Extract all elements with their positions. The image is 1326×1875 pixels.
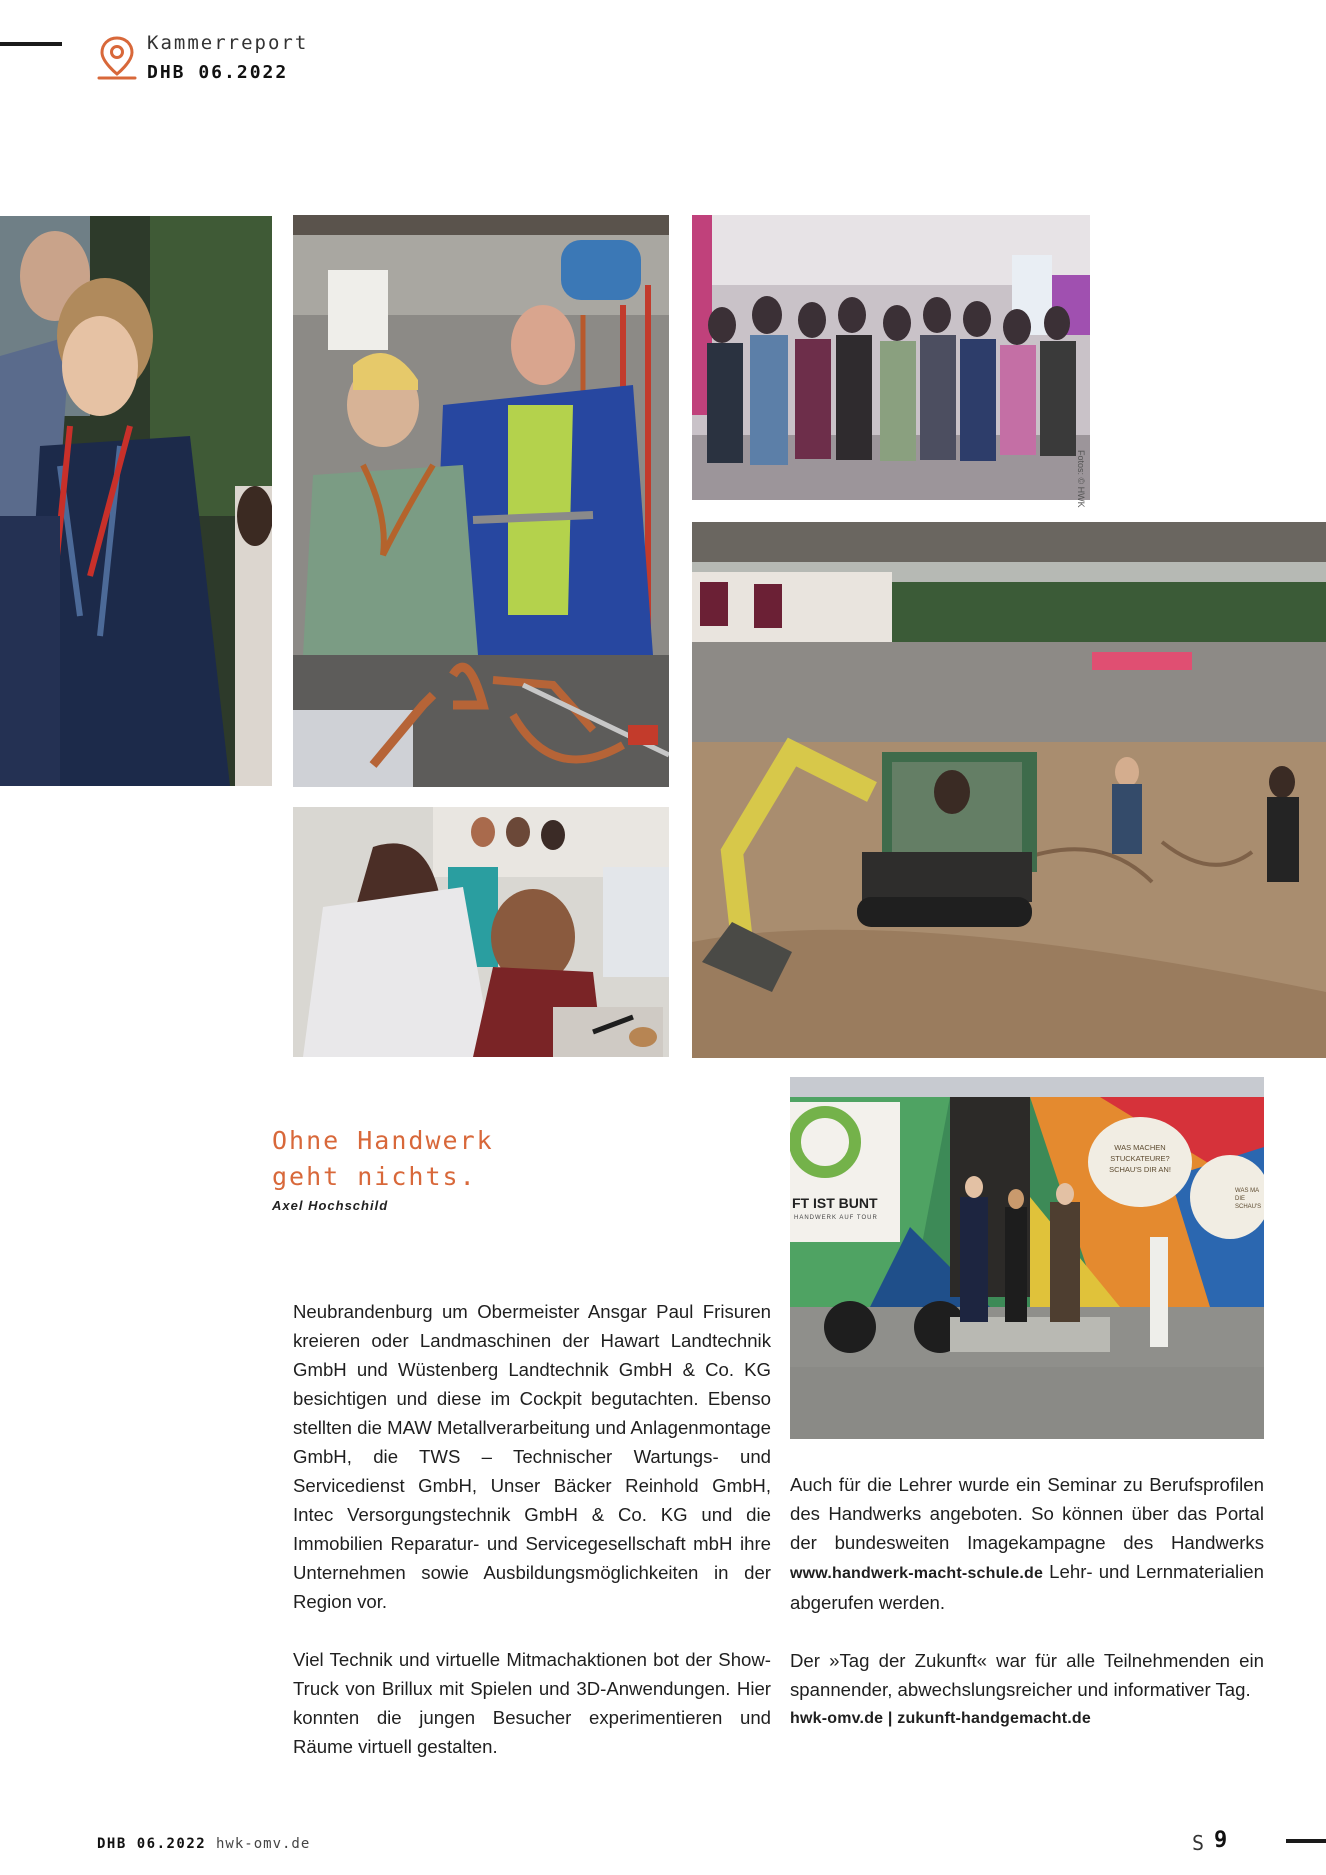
photo-show-truck: [790, 1077, 1264, 1439]
portal-link[interactable]: www.handwerk-macht-schule.de: [790, 1565, 1044, 1582]
footer-issue: DHB 06.2022: [97, 1836, 207, 1852]
body-column-right: [790, 1470, 1264, 1733]
photo-pipe-bending: [293, 215, 669, 655]
header-rule: [0, 42, 62, 46]
footer-rule: [1286, 1839, 1326, 1843]
footer-website[interactable]: hwk-omv.de: [216, 1836, 311, 1852]
location-pin-icon: [95, 34, 139, 82]
header-issue: DHB 06.2022: [147, 62, 289, 83]
photo-student-lanyard: [0, 216, 272, 786]
photo-hairdressing: [293, 807, 669, 1057]
paragraph: [790, 1470, 1264, 1617]
website-links[interactable]: hwk-omv.de | zukunft-handgemacht.de: [790, 1710, 1091, 1727]
pull-quote-author: Axel Hochschild: [272, 1198, 389, 1213]
photo-credit: Fotos: © HWK: [1076, 450, 1086, 508]
truck-slogan: FT IST BUNT: [792, 1195, 878, 1211]
body-column-left: [293, 1297, 771, 1790]
footer-page-label: S: [1192, 1831, 1205, 1855]
truck-sub: HANDWERK AUF TOUR: [794, 1215, 878, 1221]
paragraph: Der »Tag der Zukunft« war für alle Teilnehmenden ein spannender, abwechslungsreicher und informativer Tag.: [790, 1650, 1264, 1700]
photo-bent-pipes: [293, 655, 669, 787]
footer-page-number: 9: [1214, 1828, 1228, 1853]
photo-visitor-crowd: [692, 215, 1090, 500]
header-section-title: Kammerreport: [147, 32, 309, 54]
pull-quote: [272, 1123, 632, 1195]
pull-quote-line-1: Ohne Handwerk: [272, 1126, 494, 1155]
paragraph: Viel Technik und virtuelle Mitmachaktionen bot der Show-Truck von Brillux mit Spielen und 3D-Anwendungen. Hier konnten die jungen Besucher experimentieren und Räume virtuell gestalten.: [293, 1649, 771, 1757]
photo-mini-excavator: [692, 522, 1326, 1058]
paragraph-text: Auch für die Lehrer wurde ein Seminar zu Berufsprofilen des Handwerks angeboten. So können über das Portal der bundesweiten Imagekampagne des Handwerks: [790, 1474, 1264, 1553]
truck-bubble-1: WAS MACHEN STUCKATEURE? SCHAU'S DIR AN!: [1109, 1143, 1171, 1174]
paragraph: Neubrandenburg um Obermeister Ansgar Paul Frisuren kreieren oder Landmaschinen der Hawart Landtechnik GmbH und Wüstenberg Landtechnik GmbH & Co. KG besichtigen und diese im Cockpit begutachten. Ebenso stellten die MAW Metallverarbeitung und Anlagenmontage GmbH, die TWS – Technischer Wartungs- und Servicedienst GmbH, Unser Bäcker Reinhold GmbH, Intec Versorgungstechnik GmbH & Co. KG und die Immobilien Reparatur- und Servicegesellschaft mbH ihre Unternehmen sowie Ausbildungsmöglichkeiten in der Region vor.: [293, 1301, 771, 1612]
paragraph-text: Lehr- und Lernmaterialien abgerufen werden.: [790, 1561, 1264, 1613]
pull-quote-line-2: geht nichts.: [272, 1162, 477, 1191]
truck-bubble-2: WAS MA DIE SCHAU'S: [1235, 1188, 1262, 1210]
